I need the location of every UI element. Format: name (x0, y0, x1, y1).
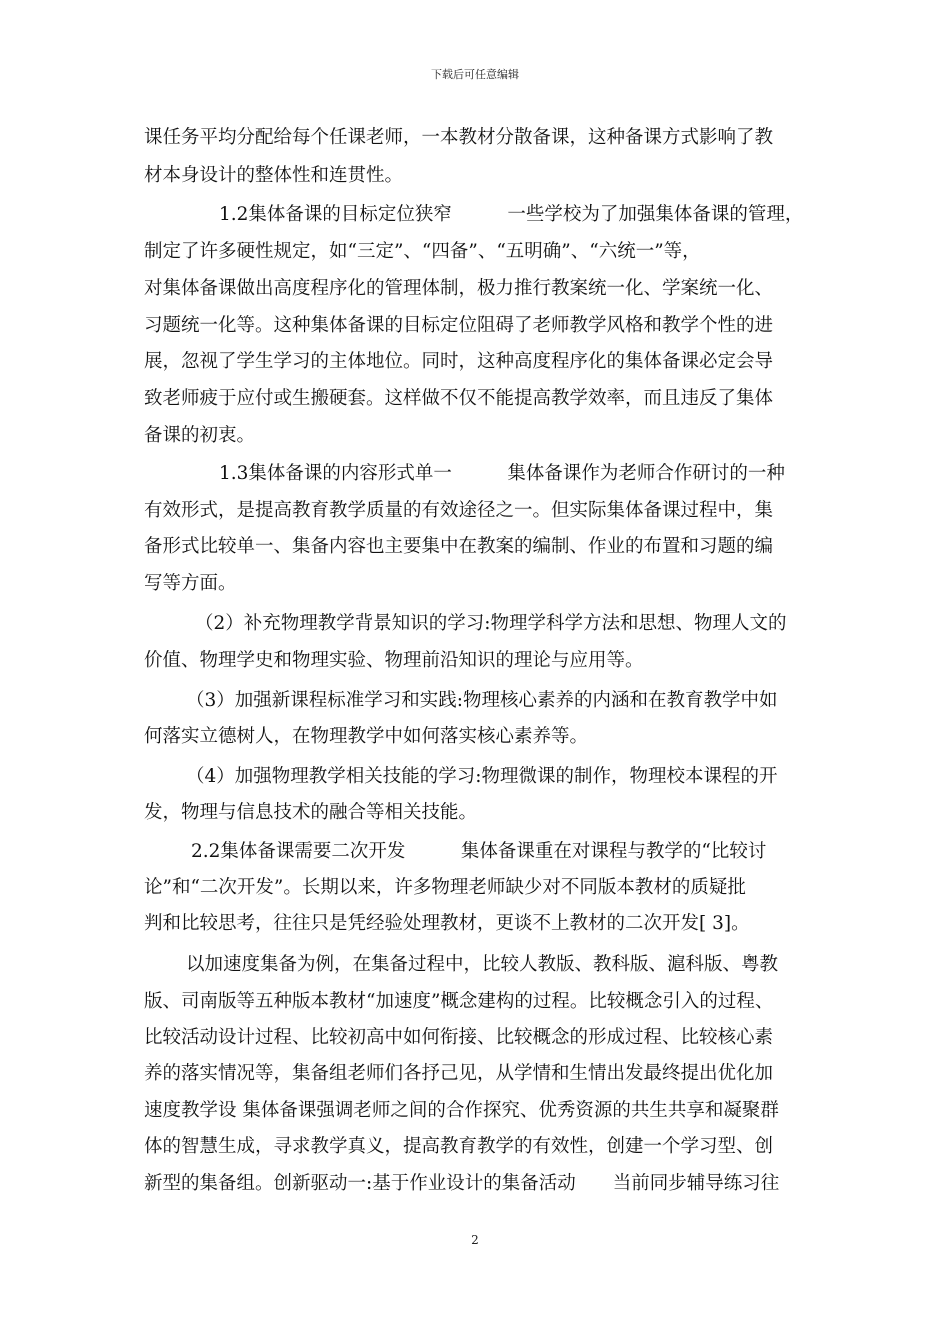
text-line: 以加速度集备为例，在集备过程中，比较人教版、教科版、滬科版、粤教 (186, 954, 779, 975)
text-line: 备形式比较单一、集备内容也主要集中在教案的编制、作业的布置和习题的编 (144, 536, 774, 557)
page-number: 2 (471, 1233, 479, 1247)
text-line: 备课的初衷。 (144, 425, 256, 446)
text-line: 材本身设计的整体性和连贯性。 (144, 165, 404, 186)
text-line: 价值、物理学史和物理实验、物理前沿知识的理论与应用等。 (144, 650, 644, 671)
text-line: 养的落实情况等，集备组老师们各抒己见，从学情和生情出发最终提出优化加 (144, 1063, 774, 1084)
text-line: 体的智慧生成，寻求教学真义，提高教育教学的有效性，创建一个学习型、创 (144, 1136, 774, 1157)
text-line: 1.3集体备课的内容形式单一 集体备课作为老师合作研讨的一种 (219, 463, 785, 484)
text-line: （2）补充物理教学背景知识的学习:物理学科学方法和思想、物理人文的 (195, 613, 787, 634)
text-line: 写等方面。 (144, 573, 237, 594)
text-line: 论”和“二次开发”。长期以来，许多物理老师缺少对不同版本教材的质疑批 (144, 877, 746, 898)
text-line: （3）加强新课程标准学习和实践:物理核心素养的内涵和在教育教学中如 (186, 690, 778, 711)
text-line: 展，忽视了学生学习的主体地位。同时，这种高度程序化的集体备课必定会导 (144, 351, 774, 372)
page-header: 下载后可任意编辑 (431, 68, 519, 81)
text-line: 速度教学设 集体备课强调老师之间的合作探究、优秀资源的共生共享和凝聚群 (144, 1100, 779, 1121)
text-line: 发，物理与信息技术的融合等相关技能。 (144, 802, 478, 823)
text-line: 有效形式，是提高教育教学质量的有效途径之一。但实际集体备课过程中，集 (144, 500, 774, 521)
text-line: 判和比较思考，往往只是凭经验处理教材，更谈不上教材的二次开发[ 3]。 (144, 913, 750, 934)
text-line: 习题统一化等。这种集体备课的目标定位阻碍了老师教学风格和教学个性的进 (144, 315, 774, 336)
text-line: 新型的集备组。创新驱动一:基于作业设计的集备活动 当前同步辅导练习往 (144, 1173, 780, 1194)
text-line: 课任务平均分配给每个任课老师，一本教材分散备课，这种备课方式影响了教 (144, 127, 774, 148)
text-line: 制定了许多硬性规定，如“三定”、“四备”、“五明确”、“六统一”等， (144, 241, 701, 262)
text-line: 2.2集体备课需要二次开发 集体备课重在对课程与教学的“比较讨 (191, 841, 767, 862)
text-line: 致老师疲于应付或生搬硬套。这样做不仅不能提高教学效率，而且违反了集体 (144, 388, 774, 409)
text-line: 对集体备课做出高度程序化的管理体制，极力推行教案统一化、学案统一化、 (144, 278, 774, 299)
text-line: 版、司南版等五种版本教材“加速度”概念建构的过程。比较概念引入的过程、 (144, 991, 774, 1012)
text-line: 比较活动设计过程、比较初高中如何衔接、比较概念的形成过程、比较核心素 (144, 1027, 774, 1048)
text-line: 何落实立德树人，在物理教学中如何落实核心素养等。 (144, 726, 589, 747)
text-line: 1.2集体备课的目标定位狭窄 一些学校为了加强集体备课的管理， (219, 204, 804, 225)
text-line: （4）加强物理教学相关技能的学习:物理微课的制作，物理校本课程的开 (186, 766, 778, 787)
